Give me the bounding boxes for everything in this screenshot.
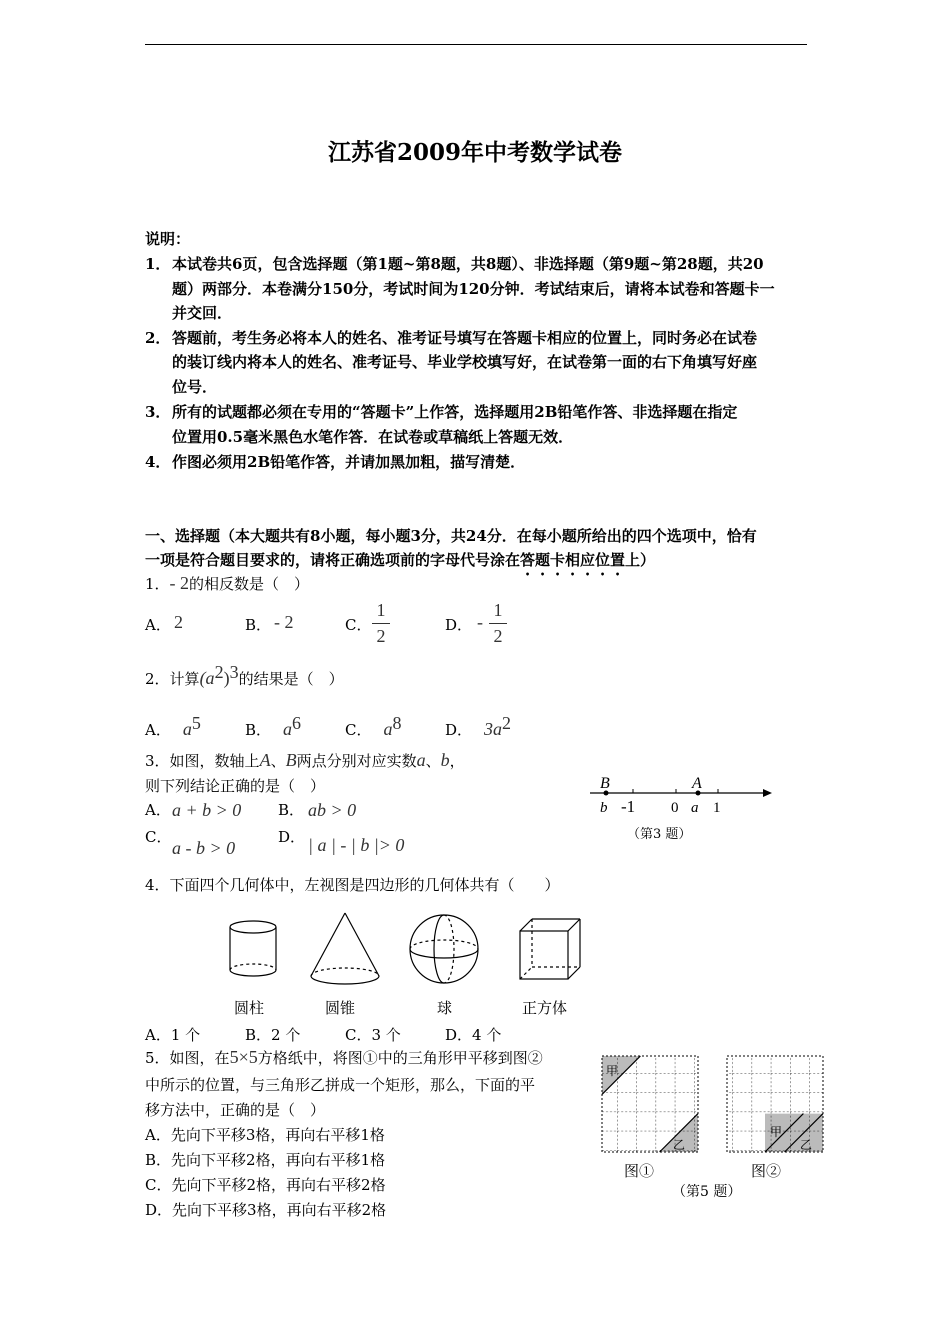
label-a: a: [691, 800, 699, 816]
grid-figure-1: [602, 1056, 698, 1152]
notes-heading: 说明：: [145, 230, 191, 248]
sphere-icon: [410, 915, 478, 983]
q4-option-c: C．3 个: [345, 1026, 401, 1044]
label-yi: 乙: [673, 1138, 686, 1152]
page-title: 江苏省2009年中考数学试卷: [327, 139, 622, 166]
q1-option-b: B．: [245, 616, 272, 634]
cone-icon: [311, 913, 379, 984]
q1-stem: 1．- 2的相反数是（ ）: [145, 573, 310, 593]
q3-option-d: D．: [278, 828, 306, 846]
solid-label-cone: 圆锥: [325, 999, 356, 1017]
q5-stem-line1: 5．如图，在5×5方格纸中，将图①中的三角形甲平移到图②: [145, 1047, 543, 1067]
label-jia-2: 甲: [770, 1125, 783, 1139]
q3-figure-caption: （第3 题）: [627, 827, 692, 842]
q2-stem: 2．计算$(a^2)^3$的结果是（ ）: [145, 662, 344, 688]
label-yi-2: 乙: [800, 1138, 813, 1152]
q5-option-b: B．先向下平移2格，再向右平移1格: [145, 1151, 386, 1169]
q3-option-c: C．: [145, 828, 172, 846]
q1-option-c: C．: [345, 616, 372, 634]
q5-figure-caption: （第5 题）: [672, 1184, 742, 1200]
q5-option-d: D．先向下平移3格，再向右平移2格: [145, 1201, 387, 1219]
tick-minus-1: -1: [621, 797, 636, 816]
q1-option-c-fraction: 1 2: [372, 600, 390, 647]
q3-number-line-figure: [585, 772, 785, 852]
q3-option-b-value: ab > 0: [308, 800, 357, 820]
tick-1: 1: [713, 800, 721, 816]
q5-stem-line2: 中所示的位置，与三角形乙拼成一个矩形，那么，下面的平: [145, 1076, 536, 1094]
grid-figure-2: [727, 1056, 823, 1152]
q5-grid-figure: [598, 1054, 830, 1204]
q4-solids-figure: [215, 910, 595, 990]
q1-option-b-value: - 2: [274, 612, 294, 632]
label-jia: 甲: [606, 1064, 619, 1078]
q2-option-a: A． $a^5$: [145, 713, 201, 739]
q1-option-d-fraction: 1 2: [489, 600, 507, 647]
q5-option-a: A．先向下平移3格，再向右平移1格: [145, 1126, 385, 1144]
q5-option-c: C．先向下平移2格，再向右平移2格: [145, 1176, 386, 1194]
number-line-arrow-icon: [763, 789, 772, 797]
q2-option-c: C． $a^8$: [345, 713, 402, 739]
q1-option-a: A．: [145, 616, 171, 634]
q3-option-a-value: a + b > 0: [172, 800, 242, 820]
q5-stem-line3: 移方法中，正确的是（ ）: [145, 1101, 326, 1119]
q1-option-d: D．: [445, 616, 473, 634]
q3-stem-line1: 3．如图，数轴上A、B两点分别对应实数a、b，: [145, 750, 465, 770]
q3-option-d-value: | a | - | b |> 0: [308, 835, 405, 855]
q3-option-a: A．: [145, 801, 171, 819]
solid-label-sphere: 球: [437, 999, 453, 1017]
q4-option-a: A．1 个: [145, 1026, 201, 1044]
tick-0: 0: [671, 800, 679, 816]
solid-label-cylinder: 圆柱: [234, 999, 265, 1017]
q3-option-b: B．: [278, 801, 305, 819]
grid-caption-1: 图①: [624, 1162, 655, 1180]
section1-line1: 一、选择题（本大题共有8小题，每小题3分，共24分．在每小题所给出的四个选项中，恰有: [145, 527, 757, 545]
label-b: b: [600, 800, 608, 816]
label-A: A: [692, 775, 702, 792]
q2-option-d: D． $3a^2$: [445, 713, 512, 739]
header-rule: [145, 44, 807, 45]
q4-option-d: D．4 个: [445, 1026, 502, 1044]
q4-option-b: B．2 个: [245, 1026, 301, 1044]
grid-caption-2: 图②: [751, 1162, 782, 1180]
cylinder-icon: [230, 921, 276, 976]
q3-option-c-value: a - b > 0: [172, 838, 236, 858]
q4-stem: 4．下面四个几何体中，左视图是四边形的几何体共有（ ）: [145, 876, 560, 894]
q2-option-b: B． $a^6$: [245, 713, 302, 739]
solid-label-cube: 正方体: [522, 999, 568, 1017]
q1-option-a-value: 2: [174, 612, 183, 632]
label-B: B: [600, 775, 610, 792]
section1-line2: 一项是符合题目要求的，请将正确选项前的字母代号涂在答题卡相应位置上）: [145, 551, 656, 569]
q3-stem-line2: 则下列结论正确的是（ ）: [145, 777, 326, 795]
cube-icon: [520, 919, 580, 979]
q1-option-d-sign: -: [477, 612, 483, 632]
